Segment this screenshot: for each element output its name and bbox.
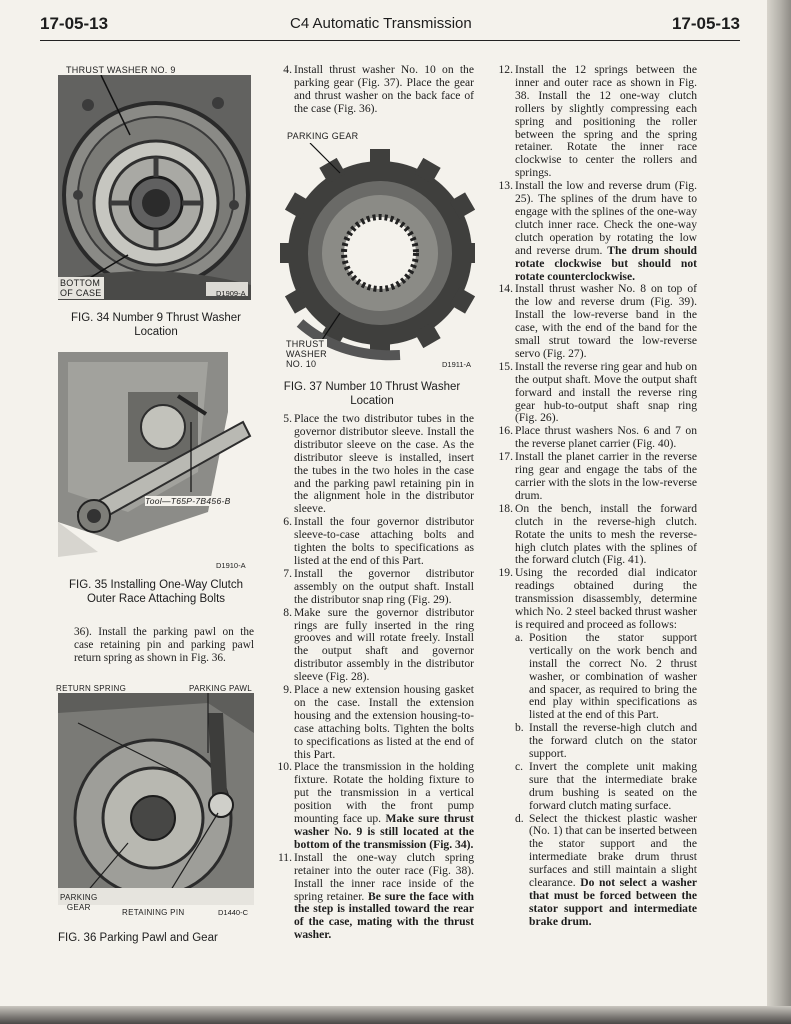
step-10-text: Place the transmission in the holding fixture. Rotate the holding fixture to put the transmission in a vertical position with the front pump mounting face up. [294, 760, 474, 826]
step-18 [497, 503, 697, 568]
step-15 [497, 361, 697, 426]
fig34-label-thrust-washer: THRUST WASHER NO. 9 [66, 65, 176, 75]
fig37-photo [280, 143, 475, 368]
fig34-caption [56, 311, 256, 339]
step-17-number: 17. [498, 450, 513, 464]
fig34-label-bottom-line1: BOTTOM [60, 278, 101, 288]
fig35-caption-line2: Outer Race Attaching Bolts [86, 593, 226, 605]
fig37-caption-line2: Location [350, 395, 394, 407]
fig35-tool-label: Tool—T65P-7B456-B [145, 496, 231, 506]
fig37-label-washer-line2: WASHER [286, 349, 327, 359]
step-11 [276, 852, 474, 942]
step-15-text: Install the reverse ring gear and hub on the output shaft. Move the output shaft forward and install the reverse ring gear hub-to-output shaft snap ring (Fig. 26). [515, 359, 697, 425]
step-19c [497, 761, 697, 813]
step-18-text: On the bench, install the forward clutch in the reverse-high clutch. Rotate the units to mesh the reverse-high clutch plates with the splines of the forward clutch (Fig. 41). [515, 501, 697, 567]
step-8-number: 8. [283, 605, 292, 619]
step-4 [276, 64, 474, 116]
step-14-text: Install thrust washer No. 8 on top of the low and reverse drum (Fig. 39). Install the low-reverse band in the case, with the end of the band for the small strut toward the low-reverse servo (Fig. 27). [515, 282, 697, 360]
step-7 [276, 568, 474, 607]
step-15-number: 15. [498, 359, 513, 373]
step-7-number: 7. [283, 566, 292, 580]
fig36-id: D1440-C [218, 908, 249, 917]
step-14 [497, 283, 697, 360]
fig37-label-thrust-washer [286, 339, 327, 369]
fig36-caption: FIG. 36 Parking Pawl and Gear [58, 932, 218, 944]
step-18-number: 18. [498, 501, 513, 515]
step-9 [276, 684, 474, 761]
page-edge-shadow [767, 0, 791, 1024]
step-5 [276, 413, 474, 516]
fig37-id: D1911-A [442, 360, 472, 369]
step-12 [497, 64, 697, 180]
step-19a-text: Position the stator support vertically on the work bench and install the correct No. 2 thrust washer, or combination of washer and spacer, as required to bring the end play within specifications as listed at the end of this Part. [529, 630, 697, 722]
fig35-photo [58, 352, 253, 557]
step-19-number: 19. [498, 566, 513, 580]
step-17-text: Install the planet carrier in the reverse ring gear and engage the tabs of the carrier with the slots in the low-reverse drum. [515, 450, 697, 502]
fig36-label-parking-pawl: PARKING PAWL [189, 684, 253, 693]
scan-bottom-band [0, 1006, 791, 1024]
step-10-number: 10. [277, 760, 292, 774]
fig34-caption-line1: FIG. 34 Number 9 Thrust Washer [70, 312, 241, 324]
left-column-text: 36). Install the parking pawl on the case retaining pin and parking pawl return spring as shown in Fig. 36. [74, 626, 254, 664]
step-10 [276, 761, 474, 851]
step-19b-text: Install the reverse-high clutch and the forward clutch on the stator support. [529, 721, 697, 761]
step-14-number: 14. [498, 282, 513, 296]
fig36-label-retaining-pin: RETAINING PIN [122, 908, 185, 917]
step-6-text: Install the four governor distributor sleeve-to-case attaching bolts and tighten the bolts to specifications as listed at the end of this Part. [294, 515, 474, 567]
fig35-caption-line1: FIG. 35 Installing One-Way Clutch [68, 579, 244, 591]
step-17 [497, 451, 697, 503]
fig37-caption-line1: FIG. 37 Number 10 Thrust Washer [283, 381, 461, 393]
page-number-left: 17-05-13 [40, 14, 109, 33]
step-9-text: Place a new extension housing gasket on the case. Install the extension housing and the extension housing-to-case attaching bolts. Tighten the bolts to specifications as listed at the end of this Part. [294, 683, 474, 761]
step-19d-text: Select the thickest plastic washer (No. 1) that can be inserted between the stator support and the intermediate brake drum thrust surfaces and still maintain a slight clearance. [529, 811, 697, 890]
middle-column-text [276, 413, 474, 942]
fig37-label-parking-gear: PARKING GEAR [287, 131, 359, 141]
fig36-photo [58, 693, 254, 905]
step-10-warning: Make sure thrust washer No. 9 is still located at the bottom of the transmission (Fig. 34). [294, 812, 474, 851]
step-9-number: 9. [283, 683, 292, 697]
fig36-label-parking-gear [60, 893, 98, 913]
fig37-label-washer-line1: THRUST [286, 339, 325, 349]
fig34-photo [58, 75, 251, 300]
step-19d-warning: Do not select a washer that must be forced between the stator support and intermediate brake drum. [529, 876, 697, 928]
step-19c-text: Invert the complete unit making sure that the intermediate brake drum bushing is seated on the forward clutch mating surface. [529, 759, 697, 812]
fig37-label-washer-line3: NO. 10 [286, 359, 317, 369]
step-5-number: 5. [283, 412, 292, 425]
fig34-label-bottom [58, 277, 104, 299]
fig35-caption [56, 578, 256, 606]
step-13-warning: The drum should rotate clockwise but should not rotate counterclockwise. [515, 243, 697, 283]
step-19a [497, 632, 697, 722]
step-6-number: 6. [283, 515, 292, 529]
step-16-number: 16. [498, 424, 513, 438]
fig36-label-parking-gear-line1: PARKING [60, 893, 98, 902]
step-8-text: Make sure the governor distributor rings are fully inserted in the ring grooves and will rotate freely. Install the output shaft and governor distributor assembly in the distributor sleeve (Fig. 28). [294, 605, 474, 684]
step-13-text: Install the low and reverse drum (Fig. 25). The splines of the drum have to engage with the splines of the one-way clutch inner race. Check the one-way clutch operation by rotating the low and reverse drum. [515, 179, 697, 257]
step-12-number: 12. [498, 63, 513, 76]
step-19b-letter: b. [515, 721, 524, 735]
step-19a-letter: a. [515, 630, 524, 644]
header-rule [40, 40, 740, 41]
fig37-caption [272, 380, 472, 408]
fig36-label-parking-gear-line2: GEAR [66, 903, 91, 912]
step-16-text: Place thrust washers Nos. 6 and 7 on the reverse planet carrier (Fig. 40). [515, 424, 697, 451]
step-5-text: Place the two distributor tubes in the governor distributor sleeve. Install the distributor sleeve on the case. As the distributor sleeve is installed, insert the tubes in the two holes in the case and the parking pawl retaining pin in the alignment hole in the distributor sleeve. [294, 412, 474, 516]
step-19c-letter: c. [515, 759, 524, 773]
step-13 [497, 180, 697, 283]
step-19-text: Using the recorded dial indicator readings obtained during the transmission disassembly, determine which No. 2 steel backed thrust washer is required and proceed as follows: [515, 566, 697, 631]
step-13-number: 13. [498, 179, 513, 193]
step-8 [276, 607, 474, 684]
step-16 [497, 425, 697, 451]
step-19d-letter: d. [515, 811, 524, 825]
right-column-text [497, 64, 697, 929]
step-19 [497, 567, 697, 632]
page-header [40, 14, 740, 40]
step-7-text: Install the governor distributor assembly on the output shaft. Install the distributor snap ring (Fig. 29). [294, 566, 474, 606]
fig34-label-bottom-line2: OF CASE [60, 288, 102, 298]
fig34-caption-line2: Location [134, 326, 178, 338]
step-11-warning: Be sure the face with the step is installed toward the rear of the case, mating with the thrust washer. [294, 889, 474, 942]
page-number-right: 17-05-13 [671, 14, 740, 33]
section-title: C4 Automatic Transmission [290, 15, 472, 32]
fig34-id: D1909-A [216, 289, 246, 298]
fig36-label-return-spring: RETURN SPRING [56, 684, 127, 693]
step-11-number: 11. [277, 850, 292, 864]
step-12-text: Install the 12 springs between the inner and outer race as shown in Fig. 38. Install the 12 one-way clutch rollers by slightly compressing each spring and positioning the roller between the spring and the spring retainer. Rotate the inner race clockwise to center the rollers and springs. [515, 63, 697, 180]
step-4-text: Install thrust washer No. 10 on the parking gear (Fig. 37). Place the gear and thrust washer on the back face of the case (Fig. 36). [294, 63, 474, 115]
step-19d [497, 813, 697, 929]
step-4-number: 4. [283, 63, 292, 76]
middle-column-top [276, 64, 474, 116]
fig35-id: D1910-A [216, 561, 246, 570]
step-11-text: Install the one-way clutch spring retainer into the outer race (Fig. 38). Install the inner race inside of the spring retainer. [294, 850, 474, 903]
step-19b [497, 722, 697, 761]
step-6 [276, 516, 474, 568]
